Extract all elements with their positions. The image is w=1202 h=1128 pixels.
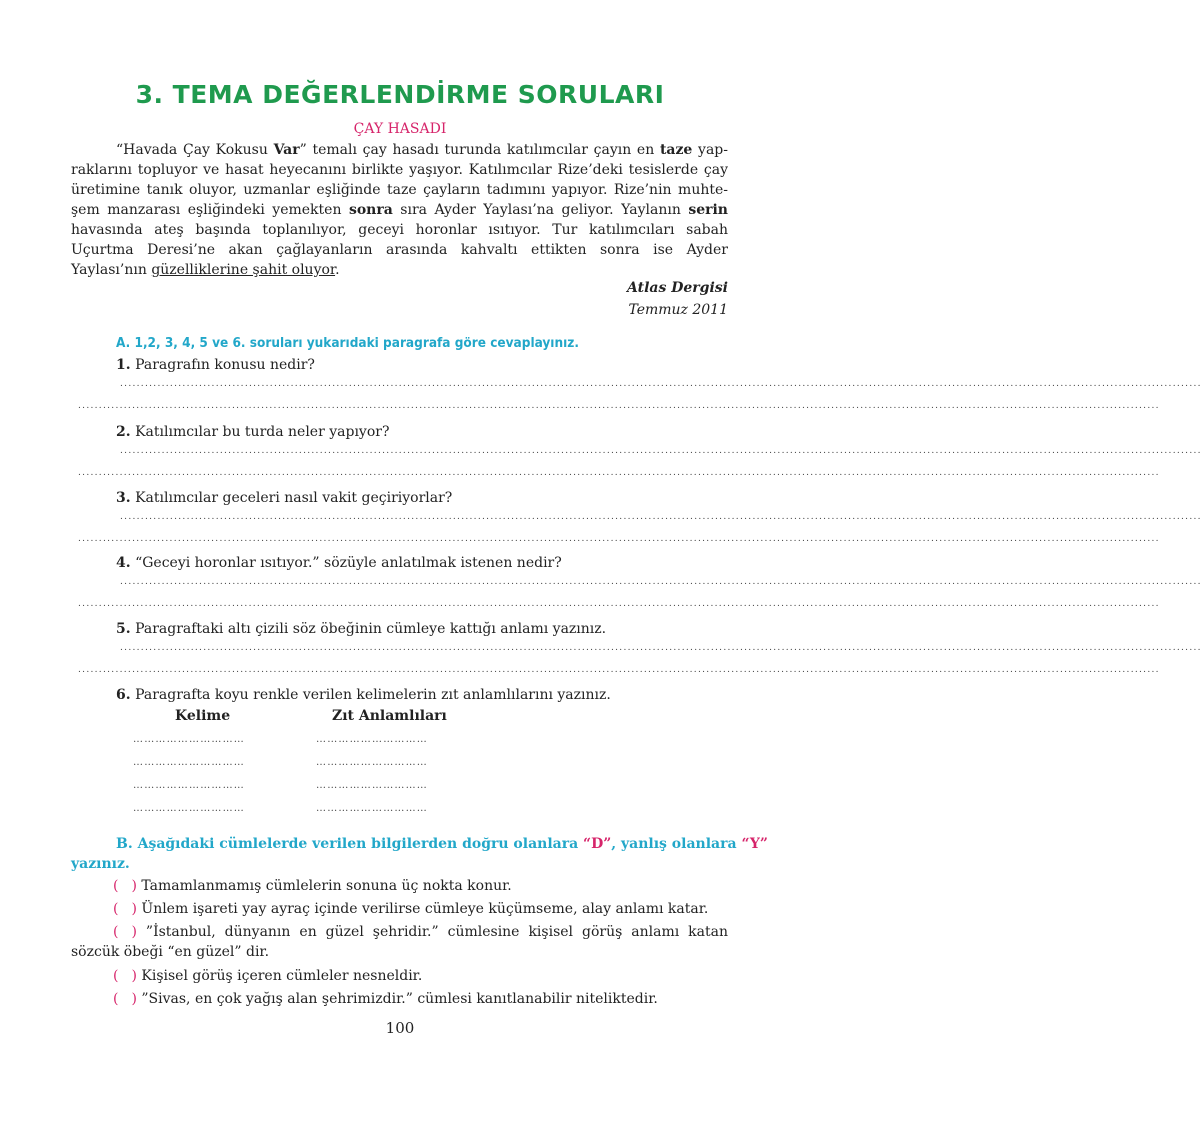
paragraph-line: Uçurtma Deresi’ne akan çağlayanların arasında kahvaltı ettikten sonra ise Ayder: [71, 242, 728, 258]
question-text: Katılımcılar bu turda neler yapıyor?: [130, 424, 390, 440]
answer-line[interactable]: ....................................................................................................................................................................................................................................................................: [78, 599, 1160, 609]
answer-letter: “D”: [583, 836, 612, 852]
paragraph-line: Yaylası’nın güzelliklerine şahit oluyor.: [71, 262, 340, 278]
fill-blank[interactable]: …………………………: [133, 780, 245, 791]
section-b-heading: [71, 834, 768, 874]
answer-line[interactable]: ....................................................................................................................................................................................................................................................................: [78, 665, 1160, 675]
paragraph-line: havasında ateş başında toplanılıyor, geceyi horonlar ısıtıyor. Tur katılımcıları sabah: [71, 222, 728, 238]
question-3: [116, 490, 452, 506]
answer-line[interactable]: ....................................................................................................................................................................................................................................................................: [78, 401, 1160, 411]
paragraph-line: üretimine tanık oluyor, uzmanlar eşliğinde taze çayların tadımını yapıyor. Rize’nin muhte-: [71, 182, 728, 198]
statement-text: ”Sivas, en çok yağış alan şehrimizdir.” cümlesi kanıtlanabilir niteliktedir.: [141, 991, 658, 1007]
answer-box[interactable]: ( ): [113, 924, 137, 940]
question-number: 3.: [116, 490, 131, 506]
text-subtitle: ÇAY HASADI: [353, 121, 447, 137]
answer-box[interactable]: ( ): [113, 968, 137, 984]
source-date: Temmuz 2011: [628, 302, 728, 318]
answer-line[interactable]: ....................................................................................................................................................................................................................................................................: [120, 643, 1202, 653]
statement-text: Tamamlanmamış cümlelerin sonuna üç nokta konur.: [141, 878, 512, 894]
paragraph-line: şem manzarası eşliğindeki yemekten sonra sıra Ayder Yaylası’na geliyor. Yaylanın serin: [71, 202, 728, 218]
answer-line[interactable]: ....................................................................................................................................................................................................................................................................: [78, 468, 1160, 478]
column-header-antonym: Zıt Anlamlıları: [332, 708, 447, 724]
question-4: [116, 555, 562, 571]
underlined-phrase: güzelliklerine şahit oluyor: [151, 262, 336, 278]
bold-word: taze: [659, 142, 693, 158]
statement-text: Ünlem işareti yay ayraç içinde verilirse cümleye küçümseme, alay anlamı katar.: [141, 901, 709, 917]
answer-box[interactable]: ( ): [113, 901, 137, 917]
question-text: Paragrafın konusu nedir?: [130, 357, 315, 373]
reading-paragraph: [71, 140, 728, 280]
heading-line: B. Aşağıdaki cümlelerde verilen bilgilerden doğru olanlara “D”, yanlış olanlara “Y”: [116, 836, 768, 852]
statement-text: sözcük öbeği “en güzel” dir.: [71, 944, 270, 960]
statement-text: ”İstanbul, dünyanın en güzel şehridir.” cümlesine kişisel görüş anlamı katan: [145, 924, 728, 940]
fill-blank[interactable]: …………………………: [133, 734, 245, 745]
statement-item: [71, 922, 728, 962]
column-header-word: Kelime: [175, 708, 231, 724]
answer-line[interactable]: ....................................................................................................................................................................................................................................................................: [120, 379, 1202, 389]
source-magazine: Atlas Dergisi: [627, 280, 728, 296]
page-number: 100: [385, 1019, 415, 1037]
paragraph-line: “Havada Çay Kokusu Var” temalı çay hasadı turunda katılımcılar çayın en taze yap-: [116, 142, 728, 158]
fill-blank[interactable]: …………………………: [133, 803, 245, 814]
fill-blank[interactable]: …………………………: [316, 803, 428, 814]
question-6: [116, 687, 611, 703]
fill-blank[interactable]: …………………………: [316, 780, 428, 791]
question-number: 2.: [116, 424, 131, 440]
bold-word: sonra: [348, 202, 393, 218]
answer-box[interactable]: ( ): [113, 991, 137, 1007]
statement-item: [71, 899, 728, 919]
section-a-heading: A. 1,2, 3, 4, 5 ve 6. soruları yukarıdaki paragrafa göre cevaplayınız.: [116, 335, 579, 351]
heading-line: yazınız.: [71, 856, 130, 872]
statement-item: [71, 966, 728, 986]
fill-blank[interactable]: …………………………: [133, 757, 245, 768]
question-text: Paragrafta koyu renkle verilen kelimelerin zıt anlamlılarını yazınız.: [130, 687, 611, 703]
answer-box[interactable]: ( ): [113, 878, 137, 894]
question-text: “Geceyi horonlar ısıtıyor.” sözüyle anlatılmak istenen nedir?: [130, 555, 562, 571]
bold-word: serin: [688, 202, 728, 218]
fill-blank[interactable]: …………………………: [316, 757, 428, 768]
bold-word: Var: [273, 142, 300, 158]
question-number: 4.: [116, 555, 131, 571]
question-number: 1.: [116, 357, 131, 373]
question-5: [116, 621, 606, 637]
question-number: 6.: [116, 687, 131, 703]
statement-text: Kişisel görüş içeren cümleler nesneldir.: [141, 968, 423, 984]
answer-line[interactable]: ....................................................................................................................................................................................................................................................................: [120, 512, 1202, 522]
question-text: Paragraftaki altı çizili söz öbeğinin cümleye kattığı anlamı yazınız.: [130, 621, 607, 637]
page-title: 3. TEMA DEĞERLENDİRME SORULARI: [135, 80, 665, 109]
answer-letter: “Y”: [741, 836, 768, 852]
fill-blank[interactable]: …………………………: [316, 734, 428, 745]
statement-item: [71, 989, 728, 1009]
question-text: Katılımcılar geceleri nasıl vakit geçiriyorlar?: [130, 490, 453, 506]
question-number: 5.: [116, 621, 131, 637]
answer-line[interactable]: ....................................................................................................................................................................................................................................................................: [120, 577, 1202, 587]
source-citation: [627, 278, 728, 320]
paragraph-line: raklarını topluyor ve hasat heyecanını birlikte yaşıyor. Katılımcılar Rize’deki tesislerde çay: [71, 162, 728, 178]
answer-line[interactable]: ....................................................................................................................................................................................................................................................................: [120, 446, 1202, 456]
question-1: [116, 357, 315, 373]
answer-line[interactable]: ....................................................................................................................................................................................................................................................................: [78, 534, 1160, 544]
question-2: [116, 424, 389, 440]
statement-item: [71, 876, 728, 896]
